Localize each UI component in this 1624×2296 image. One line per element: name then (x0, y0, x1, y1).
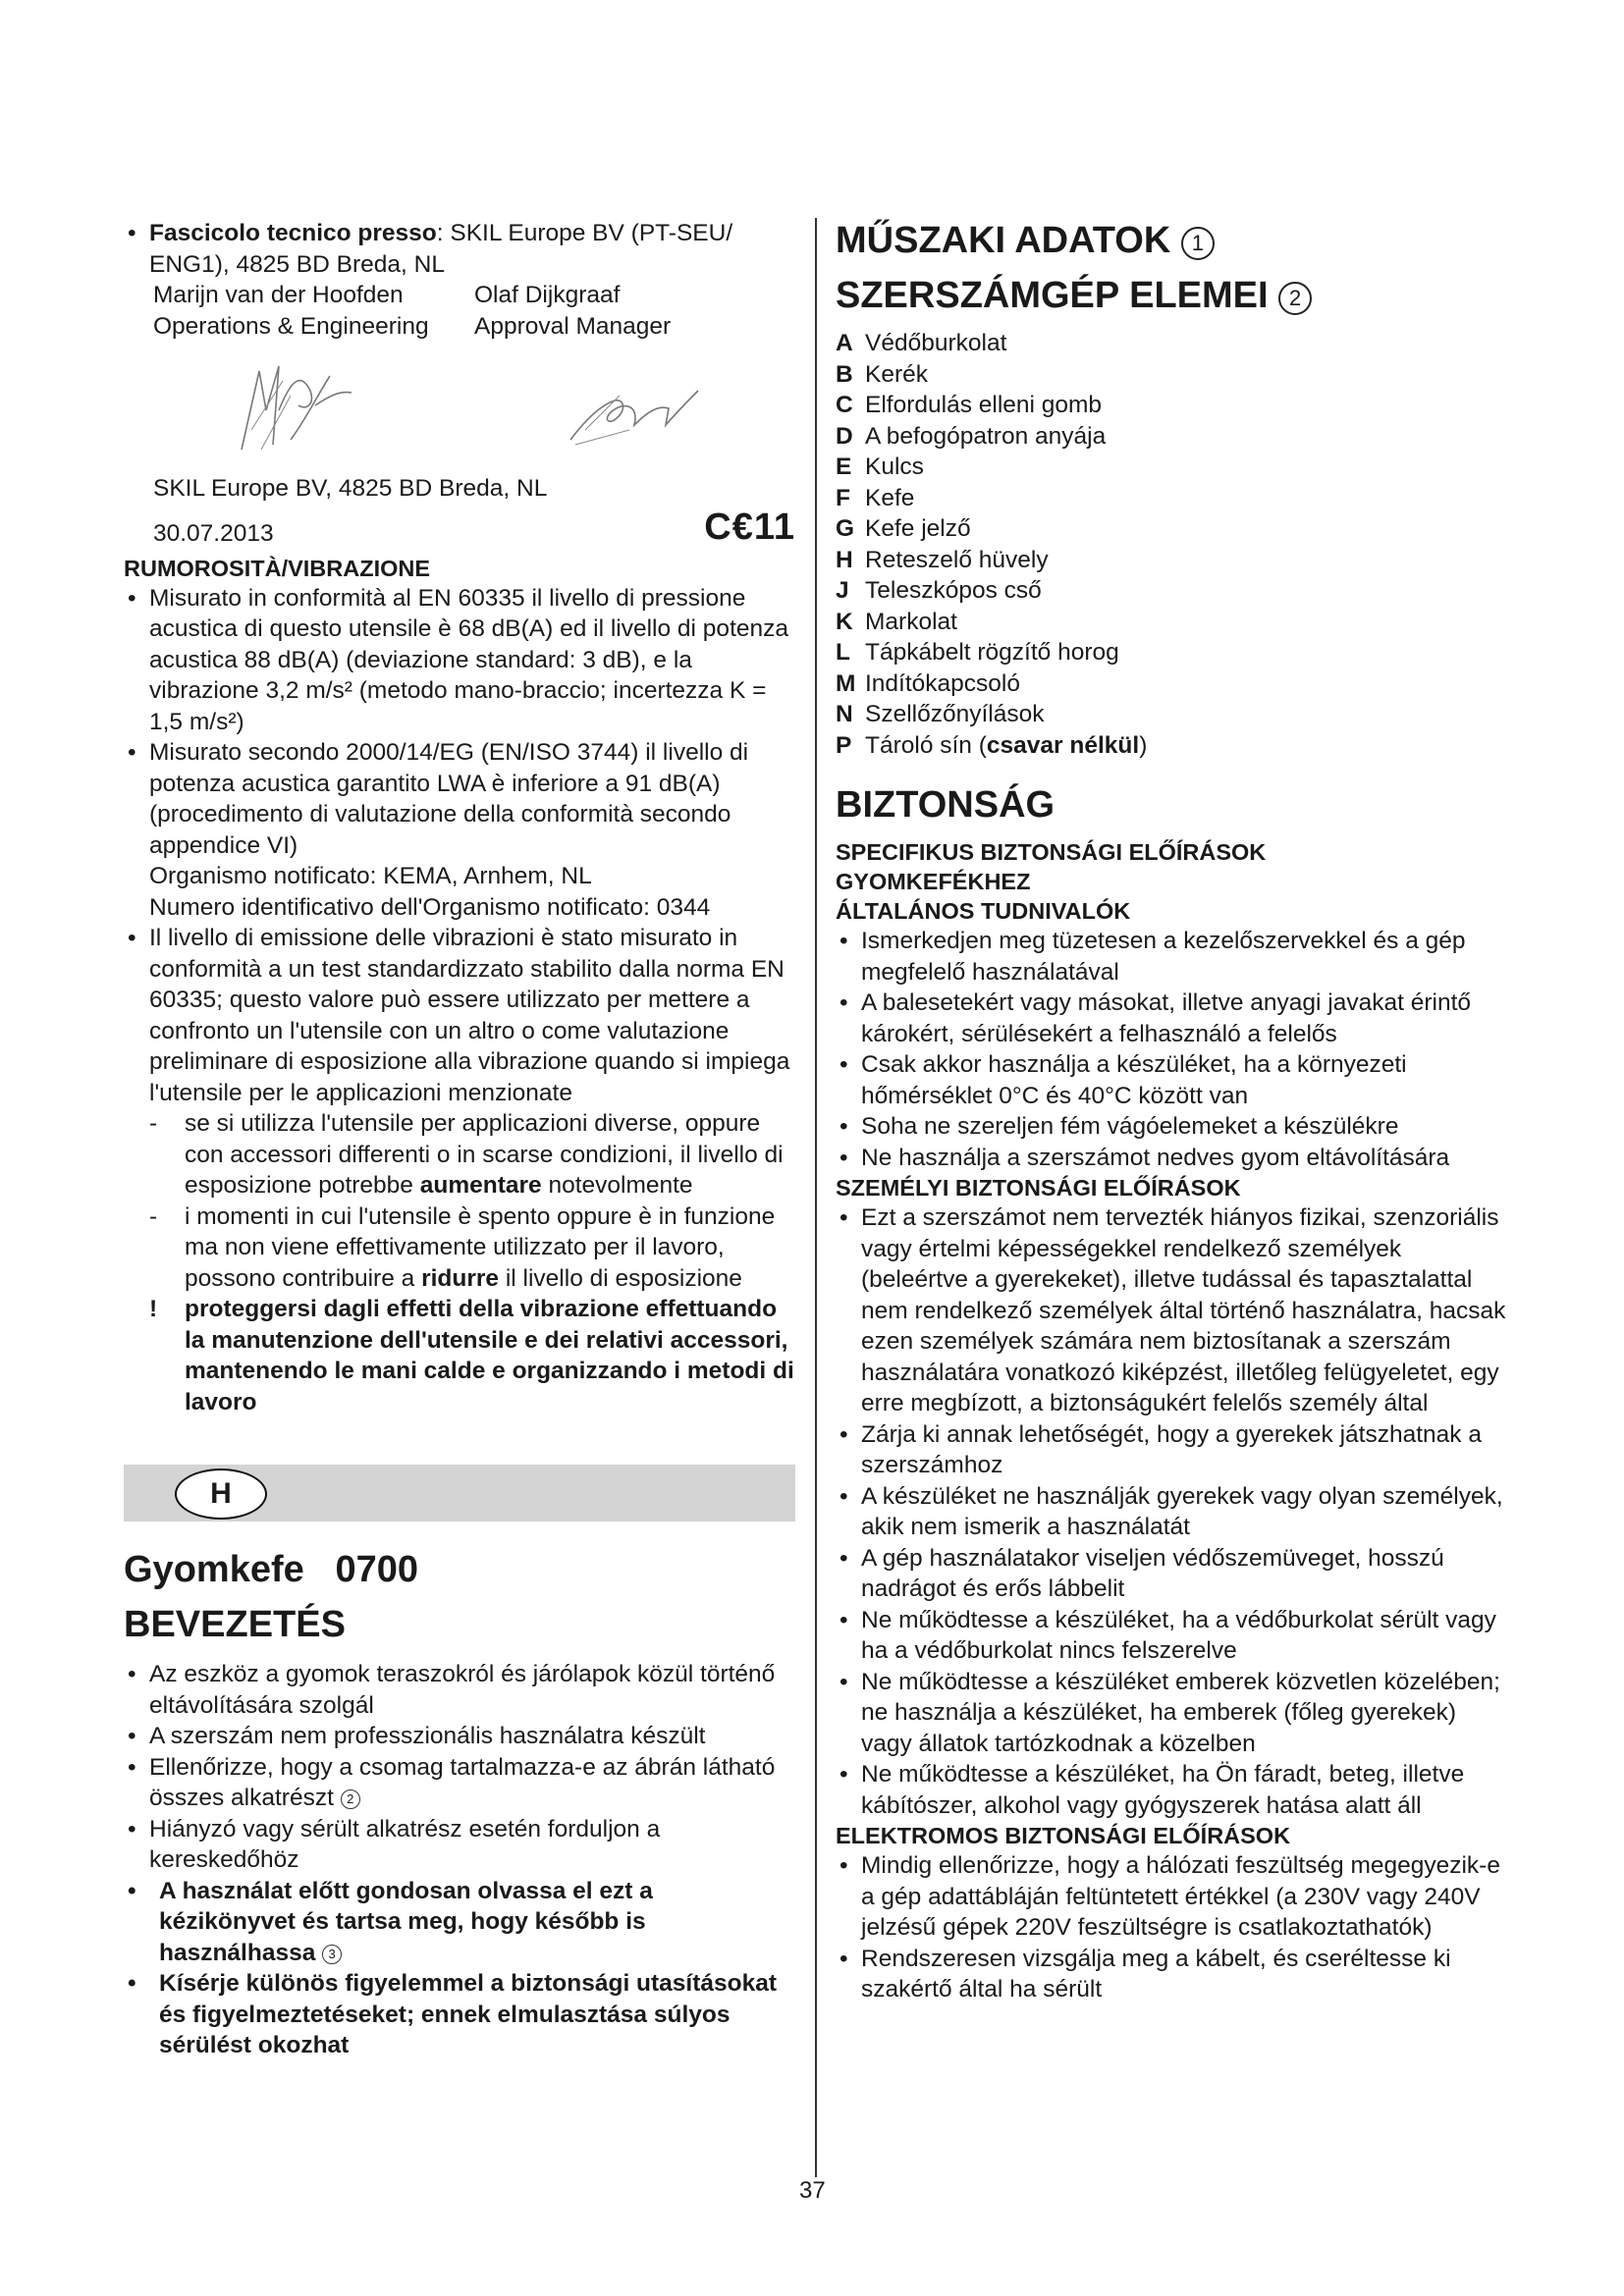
part-item (836, 390, 1513, 421)
electrical-safety-heading: ELEKTROMOS BIZTONSÁGI ELŐÍRÁSOK (836, 1823, 1291, 1848)
part-label: Kefe (865, 484, 915, 511)
signatory-2-name: Olaf Dijkgraaf (474, 282, 621, 308)
intro-item-4: • Hiányzó vagy sérült alkatrész esetén forduljon a kereskedőhöz (124, 1814, 795, 1876)
part-letter: E (836, 454, 852, 480)
specific-safety-heading-line-2: GYOMKEFÉKHEZ (836, 869, 1031, 894)
intro-bold-list (124, 1876, 795, 2061)
personal-item-4: • A gép használatakor viseljen védőszemüveget, hosszú nadrágot és erős lábbelit (836, 1543, 1513, 1605)
intro-item-5-text: A használat előtt gondosan olvassa el ezt a kézikönyvet és tartsa meg, hogy később is használhassa (159, 1877, 653, 1966)
intro-list (124, 1659, 795, 1876)
part-letter: H (836, 546, 853, 573)
part-letter: B (836, 360, 853, 388)
tech-data-heading (836, 218, 1513, 263)
figure-ref-3: 3 (322, 1945, 342, 1964)
column-divider (815, 218, 817, 2177)
model-name: Gyomkefe (124, 1549, 304, 1590)
figure-ref-2-parts: 2 (1278, 282, 1312, 315)
signature-1-icon (222, 351, 359, 459)
personal-item-5: • Ne működtesse a készüléket, ha a védőburkolat sérült vagy ha a védőburkolat nincs felszerelve (836, 1605, 1513, 1667)
part-letter: M (836, 669, 856, 697)
part-item (836, 483, 1513, 514)
noise-item-3: • Il livello di emissione delle vibrazioni è stato misurato in conformità a un test standardizzato stabilito dalla norma EN 60335; questo valore può essere utilizzato per mettere a confronto un l'utensile con un altro o come valutazione preliminare di esposizione alla vibrazione quando si impiega l'utensile per le applicazioni menzionate (124, 923, 795, 1108)
part-item (836, 452, 1513, 483)
signature-2-icon (556, 371, 703, 459)
right-column (836, 218, 1513, 2005)
noise-item-2 (124, 737, 795, 923)
part-label: Markolat (865, 608, 957, 635)
electrical-item-2: • Rendszeresen vizsgálja meg a kábelt, és cseréltesse ki szakértő által ha sérült (836, 1944, 1513, 2005)
left-column (124, 218, 795, 2061)
part-label: Kerék (865, 360, 929, 388)
intro-item-5 (124, 1876, 795, 1969)
part-label: Elfordulás elleni gomb (865, 392, 1103, 418)
intro-item-3-text: Ellenőrizze, hogy a csomag tartalmazza-e az ábrán látható összes alkatrészt (149, 1753, 776, 1811)
vibration-warning (124, 1294, 795, 1417)
part-label: Teleszkópos cső (865, 577, 1042, 604)
intro-item-6: • Kísérje különös figyelemmel a biztonsági utasításokat és figyelmeztetéseket; ennek elmulasztása súlyos sérülést okozhat (124, 1968, 795, 2061)
figure-ref-1: 1 (1181, 227, 1215, 260)
part-letter: N (836, 701, 853, 727)
dash-1-text-bold: aumentare (419, 1172, 542, 1199)
model-number: 0700 (335, 1549, 418, 1590)
part-p-end: ) (1139, 731, 1148, 759)
part-letter: L (836, 639, 850, 666)
safety-heading: BIZTONSÁG (836, 784, 1056, 826)
dash-1-text-c: notevolmente (541, 1172, 693, 1199)
exclamation-mark: ! (149, 1296, 158, 1322)
general-item-1: • Ismerkedjen meg tüzetesen a kezelőszervekkel és a gép megfelelő használatával (836, 926, 1513, 988)
part-p-bold: csavar nélkül (986, 731, 1140, 759)
technical-file-note (124, 218, 795, 280)
noise-list (124, 583, 795, 1109)
general-item-2: • A balesetekért vagy másokat, illetve anyagi javakat érintő károkért, sérülésekért a felhasználó a felelős (836, 988, 1513, 1049)
signatory-1-role: Operations & Engineering (153, 312, 429, 340)
noise-item-2-text: Misurato secondo 2000/14/EG (EN/ISO 3744) il livello di potenza acustica garantito LWA è inferiore a 91 dB(A) (procedimento di valutazione della conformità secondo appendice VI) (149, 739, 749, 859)
part-letter: J (836, 577, 849, 604)
notified-body-number: Numero identificativo dell'Organismo notificato: 0344 (149, 893, 711, 921)
technical-file-label: Fascicolo tecnico presso (149, 220, 437, 246)
personal-item-3: • A készüléket ne használják gyerekek vagy olyan személyek, akik nem ismerik a használatát (836, 1481, 1513, 1543)
notified-body: Organismo notificato: KEMA, Arnhem, NL (149, 863, 592, 889)
part-label: Kulcs (865, 454, 924, 480)
general-item-5: • Ne használja a szerszámot nedves gyom eltávolítására (836, 1143, 1513, 1174)
signatory-2 (474, 280, 795, 342)
part-letter: F (836, 484, 850, 511)
part-letter: G (836, 515, 855, 542)
part-item (836, 730, 1513, 762)
vibration-warning-text: proteggersi dagli effetti della vibrazione effettuando la manutenzione dell'utensile e dei relativi accessori, mantenendo le mani calde e organizzando i metodi di lavoro (185, 1296, 794, 1415)
electrical-item-1: • Mindig ellenőrizze, hogy a hálózati feszültség megegyezik-e a gép adattábláján feltüntetett értékkel (a 230V vagy 240V jelzésű gépek 220V feszültségre is csatlakoztathatók) (836, 1850, 1513, 1944)
page-number: 37 (799, 2177, 826, 2204)
part-item (836, 328, 1513, 359)
part-item (836, 637, 1513, 668)
technical-file-text: : SKIL Europe BV (PT-SEU/ ENG1), 4825 BD Breda, NL (149, 220, 733, 278)
signatory-2-role: Approval Manager (474, 312, 672, 340)
company-address: SKIL Europe BV, 4825 BD Breda, NL (153, 475, 548, 502)
part-item (836, 359, 1513, 391)
vibration-dash-2 (124, 1201, 795, 1295)
general-item-4: • Soha ne szereljen fém vágóelemeket a készülékre (836, 1111, 1513, 1143)
specific-safety-heading-line-1: SPECIFIKUS BIZTONSÁGI ELŐÍRÁSOK (836, 839, 1267, 865)
personal-item-1: • Ezt a szerszámot nem tervezték hiányos fizikai, szenzoriális vagy értelmi képességekkel rendelkező személyek (beleértve a gyerekeket), illetve tudással és tapasztalattal nem rendelkező személyek által történő használatra, hacsak ezen személyek számára nem biztosítanak a szerszám használatára vonatkozó kiképzést, illetőleg felügyeletet, egy erre megbízott, a biztonságukért felelős személy által (836, 1202, 1513, 1419)
part-label: A befogópatron anyája (865, 422, 1107, 450)
intro-heading: BEVEZETÉS (124, 1604, 346, 1645)
signatory-1 (153, 280, 474, 342)
parts-title: SZERSZÁMGÉP ELEMEI (836, 275, 1269, 316)
dash-mark: - (149, 1110, 158, 1137)
general-item-3: • Csak akkor használja a készüléket, ha a környezeti hőmérséklet 0°C és 40°C között van (836, 1049, 1513, 1111)
part-label: Tápkábelt rögzítő horog (865, 639, 1119, 666)
part-item (836, 545, 1513, 576)
part-item (836, 668, 1513, 700)
dash-2-text-a: i momenti in cui l'utensile è spento oppure è in funzione ma non viene effettivamente utilizzato per il lavoro, possono contribuire a (185, 1202, 776, 1292)
declaration-date: 30.07.2013 (153, 519, 274, 547)
signatures-area (153, 342, 795, 469)
part-item (836, 421, 1513, 453)
part-p-label: Tároló sín ( (865, 731, 987, 759)
part-item (836, 607, 1513, 638)
intro-item-1: • Az eszköz a gyomok teraszokról és járólapok közül történő eltávolítására szolgál (124, 1659, 795, 1721)
part-label: Kefe jelző (865, 515, 971, 542)
part-label: Szellőzőnyílások (865, 701, 1045, 727)
signatories (153, 280, 795, 342)
part-label: Védőburkolat (865, 330, 1007, 356)
tech-data-title: MŰSZAKI ADATOK (836, 220, 1171, 261)
model-title (124, 1547, 795, 1592)
technical-file-item (124, 218, 795, 280)
part-letter: C (836, 392, 853, 418)
electrical-list (836, 1850, 1513, 2005)
signatory-1-name: Marijn van der Hoofden (153, 282, 404, 308)
personal-safety-heading: SZEMÉLYI BIZTONSÁGI ELŐÍRÁSOK (836, 1175, 1241, 1201)
part-letter: K (836, 608, 853, 635)
dash-mark: - (149, 1202, 158, 1230)
part-letter: A (836, 330, 853, 356)
part-letter: D (836, 422, 853, 450)
personal-item-7: • Ne működtesse a készüléket, ha Ön fáradt, beteg, illetve kábítószer, alkohol vagy gyógyszerek hatása alatt áll (836, 1759, 1513, 1821)
figure-ref-2: 2 (341, 1789, 360, 1809)
part-label: Reteszelő hüvely (865, 546, 1049, 573)
language-badge: H (175, 1468, 267, 1520)
part-item (836, 699, 1513, 730)
noise-vibration-heading: RUMOROSITÀ/VIBRAZIONE (124, 555, 431, 581)
personal-item-2: • Zárja ki annak lehetőségét, hogy a gyerekek játszhatnak a szerszámhoz (836, 1419, 1513, 1481)
general-heading: ÁLTALÁNOS TUDNIVALÓK (836, 898, 1131, 924)
date-row (153, 506, 795, 554)
vibration-dash-1 (124, 1108, 795, 1201)
parts-list (836, 328, 1513, 761)
dash-2-text-bold: ridurre (421, 1264, 500, 1292)
general-list (836, 926, 1513, 1173)
parts-heading (836, 273, 1513, 318)
personal-list (836, 1202, 1513, 1821)
part-item (836, 575, 1513, 607)
part-label: Indítókapcsoló (865, 669, 1020, 697)
personal-item-6: • Ne működtesse a készüléket emberek közvetlen közelében; ne használja a készüléket, ha emberek (főleg gyerekek) vagy állatok tartózkodnak a közelben (836, 1667, 1513, 1760)
part-letter: P (836, 731, 852, 759)
ce-mark: C€11 (704, 506, 795, 548)
language-bar (124, 1465, 795, 1522)
part-item (836, 513, 1513, 545)
specific-safety-heading (836, 837, 1513, 896)
intro-item-3 (124, 1752, 795, 1814)
intro-item-2: • A szerszám nem professzionális használatra készült (124, 1721, 795, 1752)
dash-1-text-a: se si utilizza l'utensile per applicazioni diverse, oppure con accessori differenti o in scarse condizioni, il livello di esposizione potrebbe (185, 1110, 784, 1199)
noise-item-1: • Misurato in conformità al EN 60335 il livello di pressione acustica di questo utensile è 68 dB(A) ed il livello di potenza acustica 88 dB(A) (deviazione standard: 3 dB), e la vibrazione 3,2 m/s² (metodo mano-braccio; incertezza K = 1,5 m/s²) (124, 583, 795, 738)
dash-2-text-c: il livello di esposizione (499, 1264, 742, 1292)
